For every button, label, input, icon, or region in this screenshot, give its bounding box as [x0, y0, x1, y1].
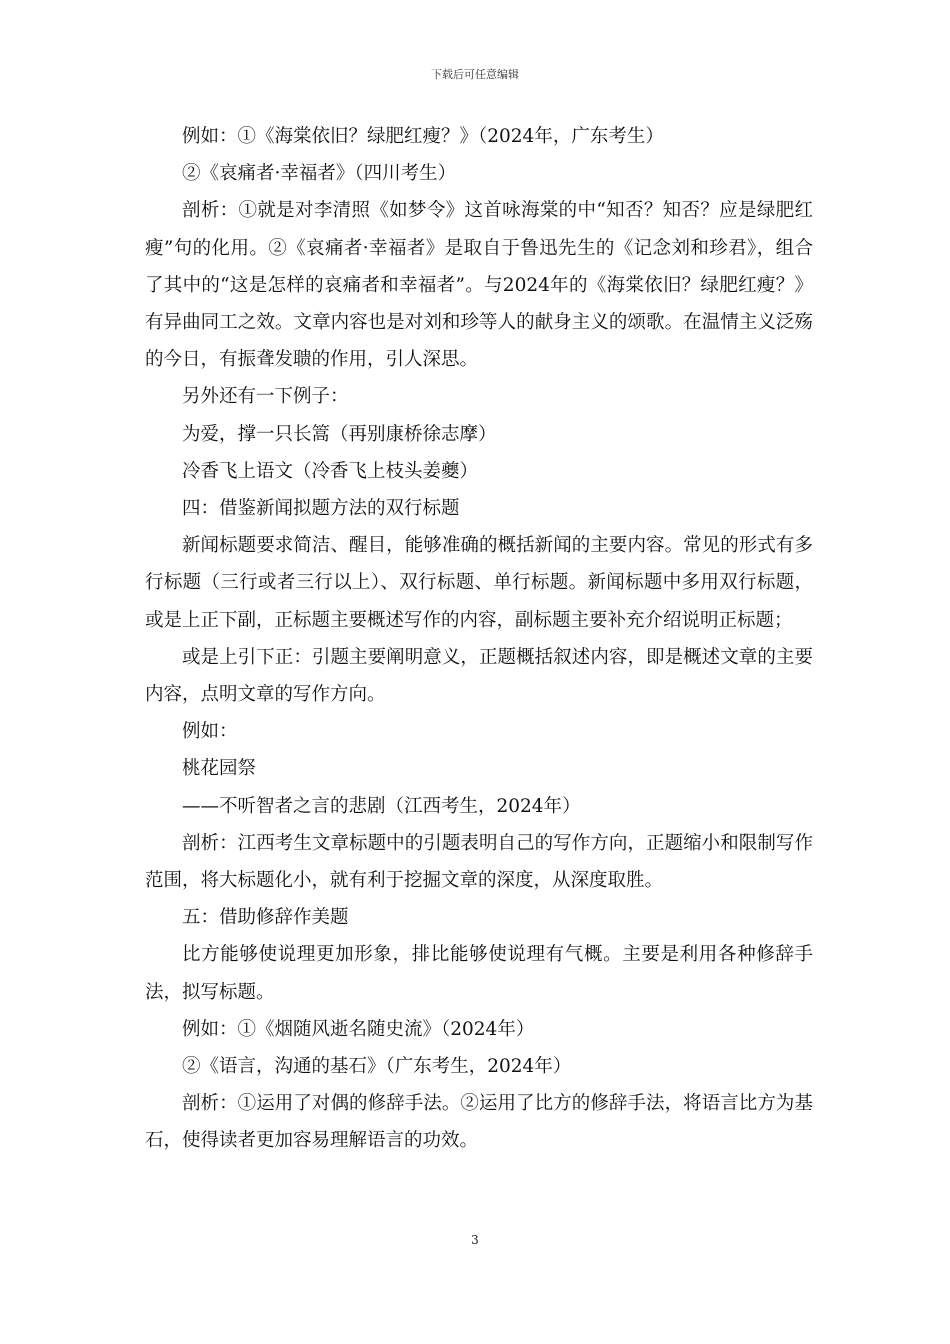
paragraph-example-title: 桃花园祭: [182, 758, 257, 780]
paragraph-example-2: ②《哀痛者·幸福者》（四川考生）: [182, 163, 457, 185]
paragraph-lead-title: 或是上引下正：引题主要阐明意义，正题概括叙述内容，即是概述文章的主要内容，点明文章的写作方向。: [145, 646, 813, 706]
paragraph-example-6: ②《语言，沟通的基石》（广东考生，2024年）: [182, 1056, 572, 1078]
document-body: [145, 118, 813, 1160]
paragraph-example-subtitle: ——不听智者之言的悲剧（江西考生，2024年）: [182, 795, 581, 817]
paragraph-more-examples: 另外还有一下例子：: [182, 386, 349, 408]
section-heading-5: 五：借助修辞作美题: [182, 907, 349, 929]
paragraph-example-5: 例如：①《烟随风逝名随史流》（2024年）: [182, 1018, 535, 1040]
paragraph-example-3: 为爱，撑一只长篙（再别康桥徐志摩）: [182, 423, 497, 445]
paragraph-news-titles: 新闻标题要求简洁、醒目，能够准确的概括新闻的主要内容。常见的形式有多行标题（三行或者三行以上）、双行标题、单行标题。新闻标题中多用双行标题，或是上正下副，正标题主要概述写作的内容，副标题主要补充介绍说明正标题；: [145, 535, 813, 631]
paragraph-example-4: 冷香飞上语文（冷香飞上枝头姜夔）: [182, 460, 479, 482]
page-header: 下载后可任意编辑: [431, 68, 519, 81]
paragraph-rhetoric: 比方能够使说理更加形象，排比能够使说理有气概。主要是利用各种修辞手法，拟写标题。: [145, 944, 813, 1003]
section-heading-4: 四：借鉴新闻拟题方法的双行标题: [182, 498, 460, 520]
page-number: 3: [471, 1233, 479, 1247]
paragraph-example-1: 例如：①《海棠依旧？绿肥红瘦？》（2024年，广东考生）: [182, 126, 664, 147]
paragraph-analysis-3: 剖析：①运用了对偶的修辞手法。②运用了比方的修辞手法，将语言比方为基石，使得读者更加容易理解语言的功效。: [145, 1093, 813, 1152]
paragraph-analysis-1: 剖析：①就是对李清照《如梦令》这首咏海棠的中“知否？知否？应是绿肥红瘦”句的化用。②《哀痛者·幸福者》是取自于鲁迅先生的《记念刘和珍君》，组合了其中的“这是怎样的哀痛者和幸福者”。与2024年的《海棠依旧？绿肥红瘦？》有异曲同工之效。文章内容也是对刘和珍等人的献身主义的颂歌。在温情主义泛殇的今日，有振聋发聩的作用，引人深思。: [145, 200, 813, 371]
paragraph-analysis-2: 剖析：江西考生文章标题中的引题表明自己的写作方向，正题缩小和限制写作范围，将大标题化小，就有利于挖掘文章的深度，从深度取胜。: [145, 832, 813, 892]
paragraph-example-label: 例如：: [182, 721, 238, 743]
